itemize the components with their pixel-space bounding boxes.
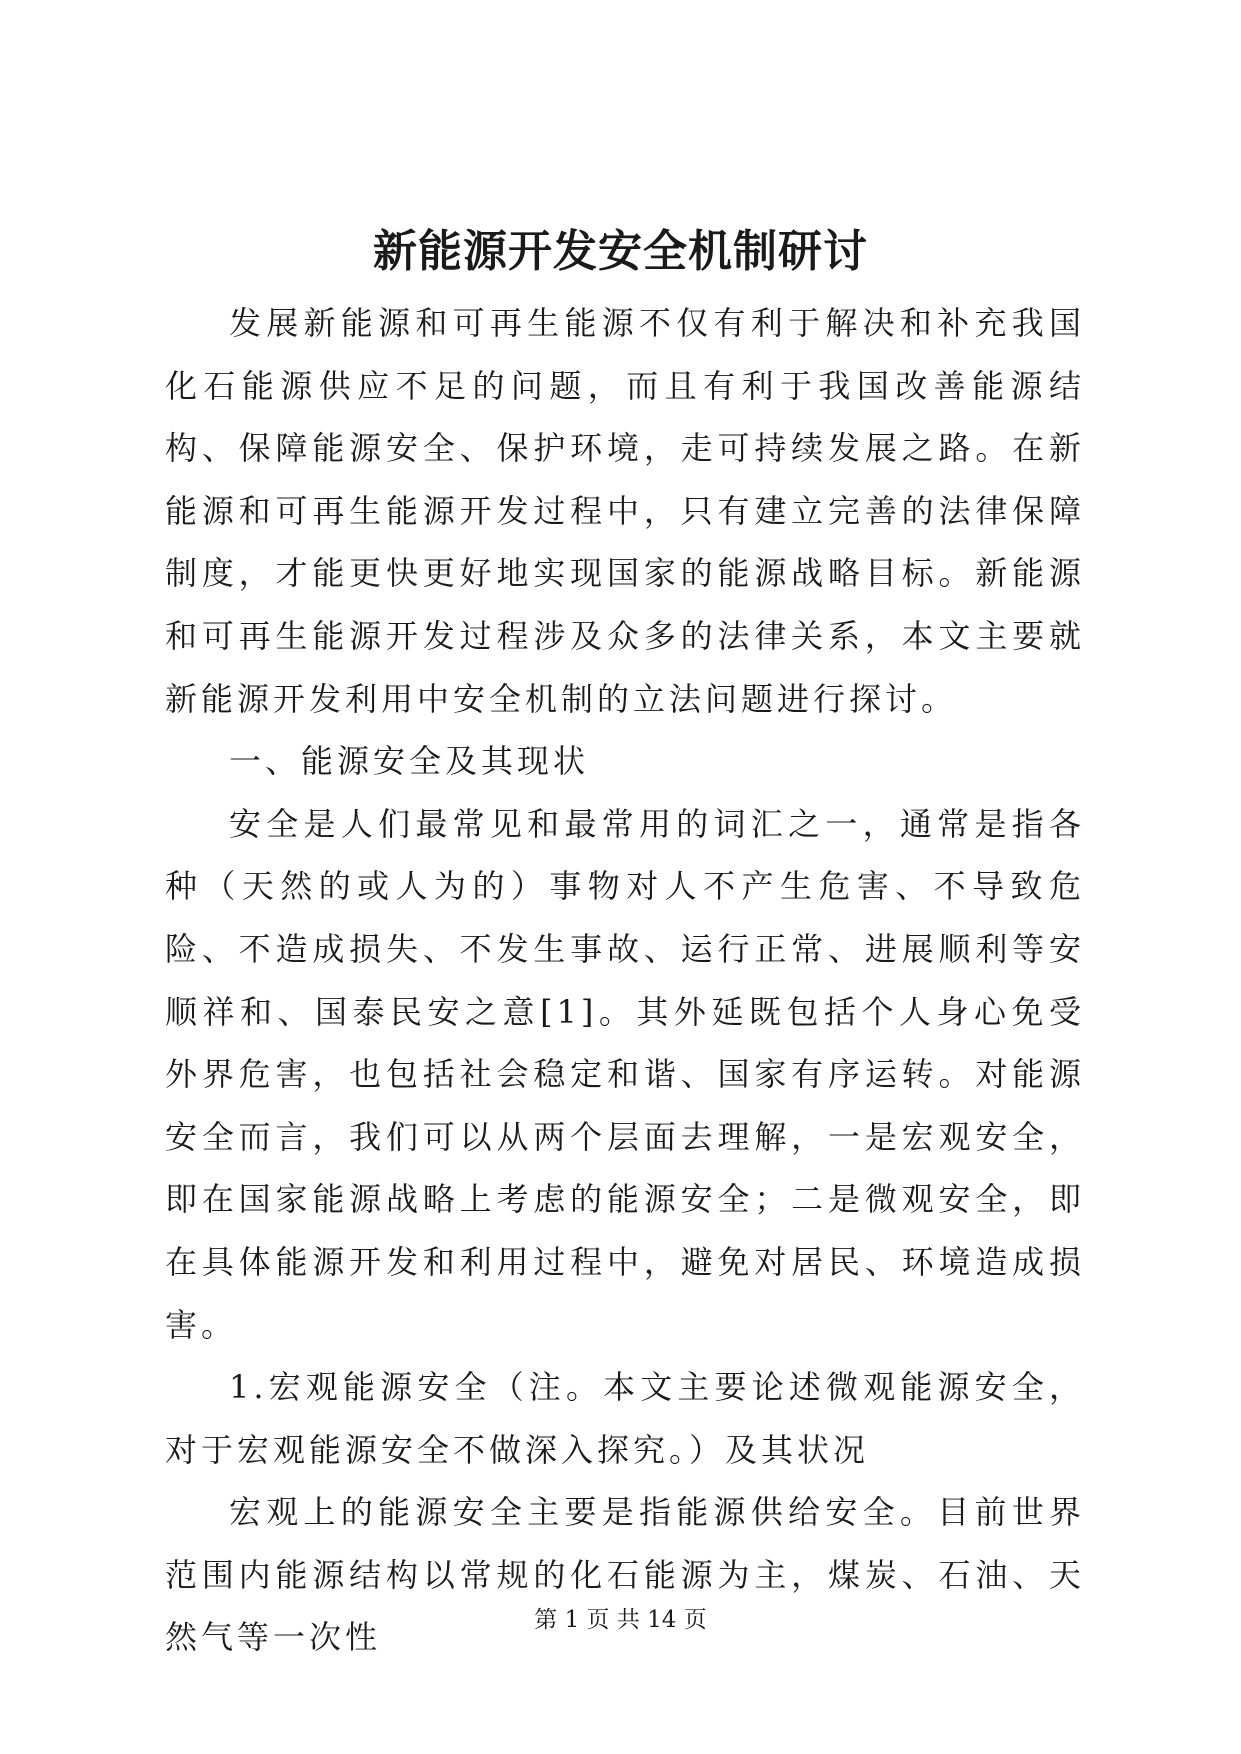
paragraph-security-definition: 安全是人们最常见和最常用的词汇之一，通常是指各种（天然的或人为的）事物对人不产生危害、不导致危险、不造成损失、不发生事故、运行正常、进展顺利等安顺祥和、国泰民安之意[1]。其外延既包括个人身心免受外界危害，也包括社会稳定和谐、国家有序运转。对能源安全而言，我们可以从两个层面去理解，一是宏观安全，即在国家能源战略上考虑的能源安全；二是微观安全，即在具体能源开发和利用过程中，避免对居民、环境造成损害。	[165, 804, 1085, 1344]
document-body	[165, 292, 1085, 1669]
subsection-heading-macro-security: 1.宏观能源安全（注。本文主要论述微观能源安全，对于宏观能源安全不做深入探究。）及其状况	[165, 1368, 1085, 1469]
section-heading-energy-security: 一、能源安全及其现状	[229, 742, 590, 781]
paragraph-intro: 发展新能源和可再生能源不仅有利于解决和补充我国化石能源供应不足的问题，而且有利于我国改善能源结构、保障能源安全、保护环境，走可持续发展之路。在新能源和可再生能源开发过程中，只有建立完善的法律保障制度，才能更快更好地实现国家的能源战略目标。新能源和可再生能源开发过程涉及众多的法律关系，本文主要就新能源开发利用中安全机制的立法问题进行探讨。	[165, 304, 1085, 718]
page-number-label: 第 1 页 共 14 页	[534, 1607, 707, 1633]
paragraph-macro-security: 宏观上的能源安全主要是指能源供给安全。目前世界范围内能源结构以常规的化石能源为主，煤炭、石油、天然气等一次性	[165, 1493, 1085, 1657]
document-title: 新能源开发安全机制研讨	[373, 226, 868, 277]
page-footer	[0, 1605, 1241, 1635]
